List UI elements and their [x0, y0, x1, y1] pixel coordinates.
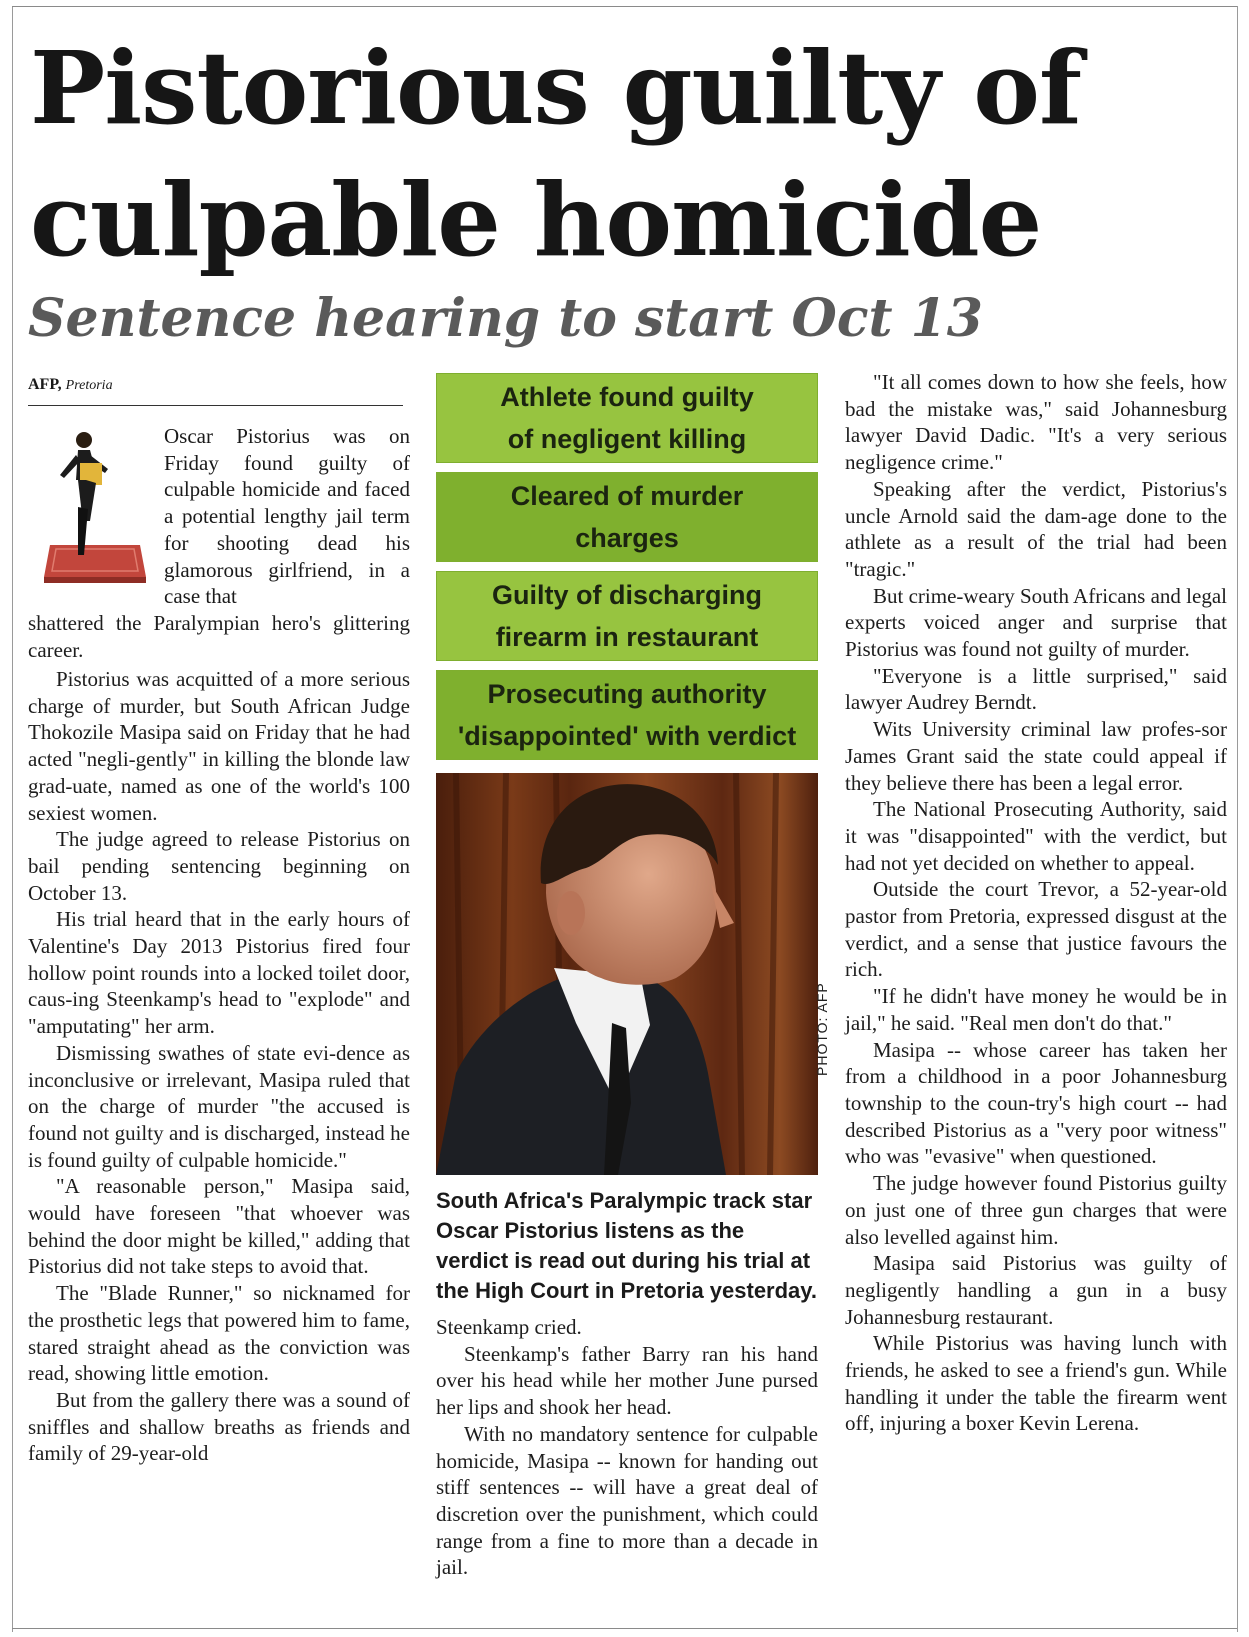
factbox-1-line-2: of negligent killing: [507, 424, 747, 454]
byline-agency: AFP,: [28, 376, 62, 393]
middle-paragraph: Steenkamp's father Barry ran his hand over his head while her mother June pursed her lips and shook her head.: [436, 1341, 818, 1420]
right-paragraph: Masipa -- whose career has taken her from a childhood in a poor Johannesburg township to the coun-try's high court -- had described Pistorius as a "very poor witness" who was "evasive" when questioned.: [845, 1037, 1227, 1169]
factbox-3: [436, 571, 818, 661]
top-rule: [12, 6, 1237, 7]
right-paragraph: Speaking after the verdict, Pistorius's uncle Arnold said the dam-age done to the athlete as a result of the trial had been "tragic.": [845, 476, 1227, 581]
headline: [30, 22, 1220, 286]
right-paragraph: Wits University criminal law profes-sor James Grant said the state could appeal if they believe there has been a legal error.: [845, 717, 1227, 795]
factbox-2-line-2: charges: [575, 523, 679, 553]
right-paragraph: "If he didn't have money he would be in jail," he said. "Real men don't do that.": [845, 984, 1227, 1035]
left-paragraph: The judge agreed to release Pistorius on bail pending sentencing beginning on October 13.: [28, 827, 410, 905]
right-paragraph: Outside the court Trevor, a 52-year-old pastor from Pretoria, expressed disgust at the verdict, and a sense that justice favours the rich.: [845, 877, 1227, 982]
factbox-3-line-1: Guilty of discharging: [491, 580, 762, 610]
factbox-3-line-2: firearm in restaurant: [495, 622, 759, 652]
factbox-1-line-1: Athlete found guilty: [500, 382, 754, 412]
factbox-4-line-2: 'disappointed' with verdict: [457, 721, 797, 751]
lead-continuation: [28, 610, 410, 663]
middle-paragraph: With no mandatory sentence for culpable homicide, Masipa -- known for handing out stiff sentences -- will have a great deal of discretion over the punishment, which could range from a fine to more than a decade in jail.: [436, 1421, 818, 1580]
lead-cont-text: shattered the Paralympian hero's glittering career.: [28, 611, 410, 662]
factbox-2-line-1: Cleared of murder: [510, 481, 744, 511]
photo-credit: PHOTO: AFP: [814, 982, 830, 1076]
left-paragraph: His trial heard that in the early hours of Valentine's Day 2013 Pistorius fired four hollow point rounds into a locked toilet door, caus-ing Steenkamp's head to "explode" and "amputating" her arm.: [28, 907, 410, 1039]
byline-place: Pretoria: [65, 378, 113, 393]
headline-line-2: culpable homicide: [30, 161, 1042, 279]
right-paragraph: "Everyone is a little surprised," said lawyer Audrey Berndt.: [845, 663, 1227, 715]
photo-caption: South Africa's Paralympic track star Oscar Pistorius listens as the verdict is read out during his trial at the High Court in Pretoria yesterday.: [436, 1188, 818, 1303]
sprinter-icon: [28, 425, 153, 585]
headline-line-1: Pistorious guilty of: [30, 29, 1081, 147]
middle-column: [436, 1314, 818, 1581]
lead-text: Oscar Pistorius was on Friday found guilty of culpable homicide and faced a potential lengthy jail term for shooting dead his glamorous girlfriend, in a case that: [164, 424, 410, 609]
right-paragraph: While Pistorius was having lunch with friends, he asked to see a friend's gun. While handling it under the table the firearm went off, injuring a boxer Kevin Lerena.: [845, 1331, 1227, 1436]
right-paragraph: The judge however found Pistorius guilty on just one of three gun charges that were also levelled against him.: [845, 1171, 1227, 1249]
left-paragraph: But from the gallery there was a sound of sniffles and shallow breaths as friends and family of 29-year-old: [28, 1387, 410, 1466]
left-paragraph: "A reasonable person," Masipa said, would have foreseen "that whoever was behind the door might be killed," adding that Pistorius did not take steps to avoid that.: [28, 1174, 410, 1279]
left-paragraph: The "Blade Runner," so nicknamed for the prosthetic legs that powered him to fame, stared straight ahead as the conviction was read, showing little emotion.: [28, 1281, 410, 1386]
factbox-4: [436, 670, 818, 760]
bottom-rule: [12, 1628, 1237, 1629]
right-paragraph: The National Prosecuting Authority, said it was "disappointed" with the verdict, but had not yet decided on whether to appeal.: [845, 797, 1227, 875]
left-paragraph: Dismissing swathes of state evi-dence as inconclusive or irrelevant, Masipa ruled that on the charge of murder "the accused is found not guilty and is discharged, instead he is found guilty of culpable homicide.": [28, 1040, 410, 1172]
left-paragraph: Pistorius was acquitted of a more serious charge of murder, but South African Judge Thokozile Masipa said on Friday that he had acted "negli-gently" in killing the blonde law grad-uate, named as one of the world's 100 sexiest women.: [28, 667, 410, 825]
right-paragraph: But crime-weary South Africans and legal experts voiced anger and surprise that Pistorius was found not guilty of murder.: [845, 583, 1227, 662]
right-column: [845, 369, 1227, 1437]
factbox-1: [436, 373, 818, 463]
middle-paragraph: Steenkamp cried.: [436, 1315, 582, 1339]
byline: [28, 376, 403, 406]
factbox-2: [436, 472, 818, 562]
subheadline: Sentence hearing to start Oct 13: [28, 288, 983, 349]
left-column: [28, 666, 410, 1467]
factbox-4-line-1: Prosecuting authority: [487, 679, 767, 709]
right-paragraph: "It all comes down to how she feels, how bad the mistake was," said Johannesburg lawyer David Dadic. "It's a very serious negligence crime.": [845, 370, 1227, 475]
courtroom-photo: [436, 773, 818, 1175]
right-paragraph: Masipa said Pistorius was guilty of negligently handling a gun in a busy Johannesburg restaurant.: [845, 1251, 1227, 1329]
